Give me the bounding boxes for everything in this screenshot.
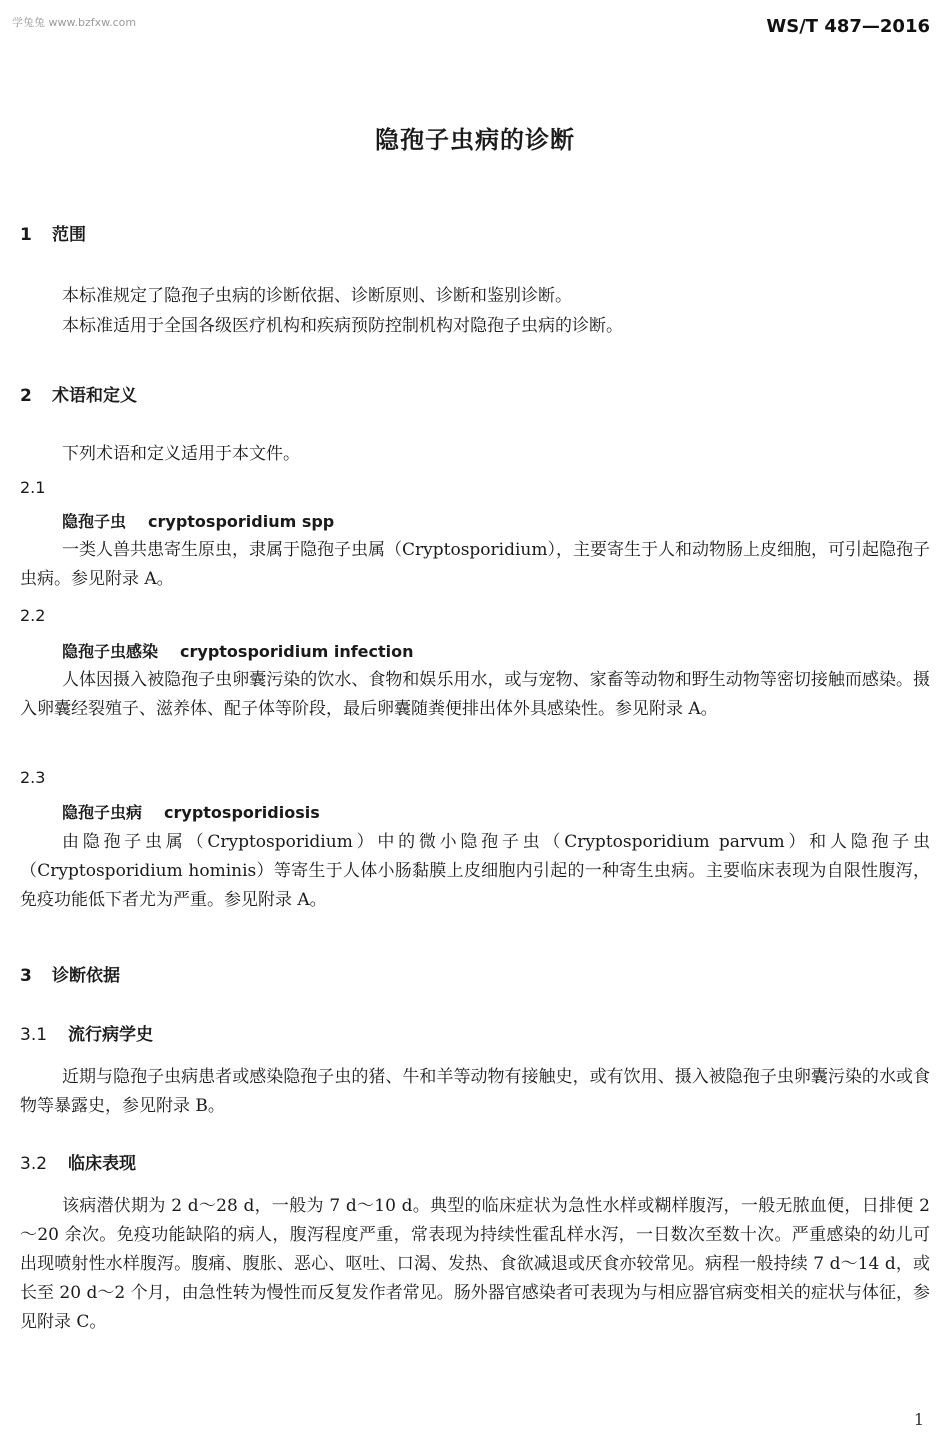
section-title: 范围: [52, 225, 86, 245]
section-number: 1: [20, 225, 32, 245]
term-2-3-number: 2.3: [20, 768, 46, 787]
section-3-1-heading: [20, 1020, 153, 1045]
page-number: 1: [913, 1410, 924, 1429]
term-english: cryptosporidiosis: [164, 803, 320, 822]
section-title: 诊断依据: [52, 966, 120, 986]
section-number: 3: [20, 966, 32, 986]
term-2-1-definition: 一类人兽共患寄生原虫，隶属于隐孢子虫属（Cryptosporidium），主要寄生于人和动物肠上皮细胞，可引起隐孢子虫病。参见附录 A。: [20, 540, 930, 589]
term-2-2-definition: 人体因摄入被隐孢子虫卵囊污染的饮水、食物和娱乐用水，或与宠物、家畜等动物和野生动物等密切接触而感染。摄入卵囊经裂殖子、滋养体、配子体等阶段，最后卵囊随粪便排出体外具感染性。参见附录 A。: [20, 670, 930, 719]
section-1-heading: [20, 220, 86, 245]
subsection-title: 临床表现: [68, 1154, 136, 1174]
term-english: cryptosporidium infection: [180, 642, 414, 661]
section-3-2-heading: [20, 1149, 136, 1174]
section-3-2-paragraph: 该病潜伏期为 2 d～28 d，一般为 7 d～10 d。典型的临床症状为急性水样或糊样腹泻，一般无脓血便，日排便 2～20 余次。免疫功能缺陷的病人，腹泻程度严重，常表现为持续性霍乱样水泻，一日数次至数十次。严重感染的幼儿可出现喷射性水样腹泻。腹痛、腹胀、恶心、呕吐、口渴、发热、食欲减退或厌食亦较常见。病程一般持续 7 d～14 d，或长至 20 d～2 个月，由急性转为慢性而反复发作者常见。肠外器官感染者可表现为与相应器官病变相关的症状与体征，参见附录 C。: [20, 1196, 930, 1332]
subsection-number: 3.2: [20, 1154, 48, 1174]
term-2-3-definition: 由隐孢子虫属（Cryptosporidium）中的微小隐孢子虫（Cryptosporidium parvum）和人隐孢子虫（Cryptosporidium hominis）等寄生于人体小肠黏膜上皮细胞内引起的一种寄生虫病。主要临床表现为自限性腹泻，免疫功能低下者尤为严重。参见附录 A。: [20, 832, 930, 910]
standard-number: WS/T 487—2016: [766, 16, 930, 37]
term-2-1-number: 2.1: [20, 478, 46, 497]
section-1-paragraph-2: 本标准适用于全国各级医疗机构和疾病预防控制机构对隐孢子虫病的诊断。: [62, 316, 623, 336]
section-3-1-paragraph: 近期与隐孢子虫病患者或感染隐孢子虫的猪、牛和羊等动物有接触史，或有饮用、摄入被隐孢子虫卵囊污染的水或食物等暴露史，参见附录 B。: [20, 1067, 930, 1116]
section-number: 2: [20, 386, 32, 406]
term-chinese: 隐孢子虫病: [62, 803, 143, 822]
subsection-title: 流行病学史: [68, 1025, 153, 1045]
term-2-2-number: 2.2: [20, 606, 46, 625]
section-2-intro: 下列术语和定义适用于本文件。: [62, 444, 300, 464]
term-chinese: 隐孢子虫: [62, 512, 127, 531]
section-3-heading: [20, 961, 120, 986]
term-2-3-name: [62, 800, 320, 823]
document-title: 隐孢子虫病的诊断: [375, 126, 575, 154]
term-2-1-name: [62, 509, 334, 532]
term-chinese: 隐孢子虫感染: [62, 642, 159, 661]
term-2-2-name: [62, 639, 414, 662]
subsection-number: 3.1: [20, 1025, 48, 1045]
watermark-text: 学兔兔 www.bzfxw.com: [12, 16, 137, 29]
section-title: 术语和定义: [52, 386, 137, 406]
term-english: cryptosporidium spp: [148, 512, 335, 531]
section-1-paragraph-1: 本标准规定了隐孢子虫病的诊断依据、诊断原则、诊断和鉴别诊断。: [62, 286, 572, 306]
section-2-heading: [20, 381, 137, 406]
